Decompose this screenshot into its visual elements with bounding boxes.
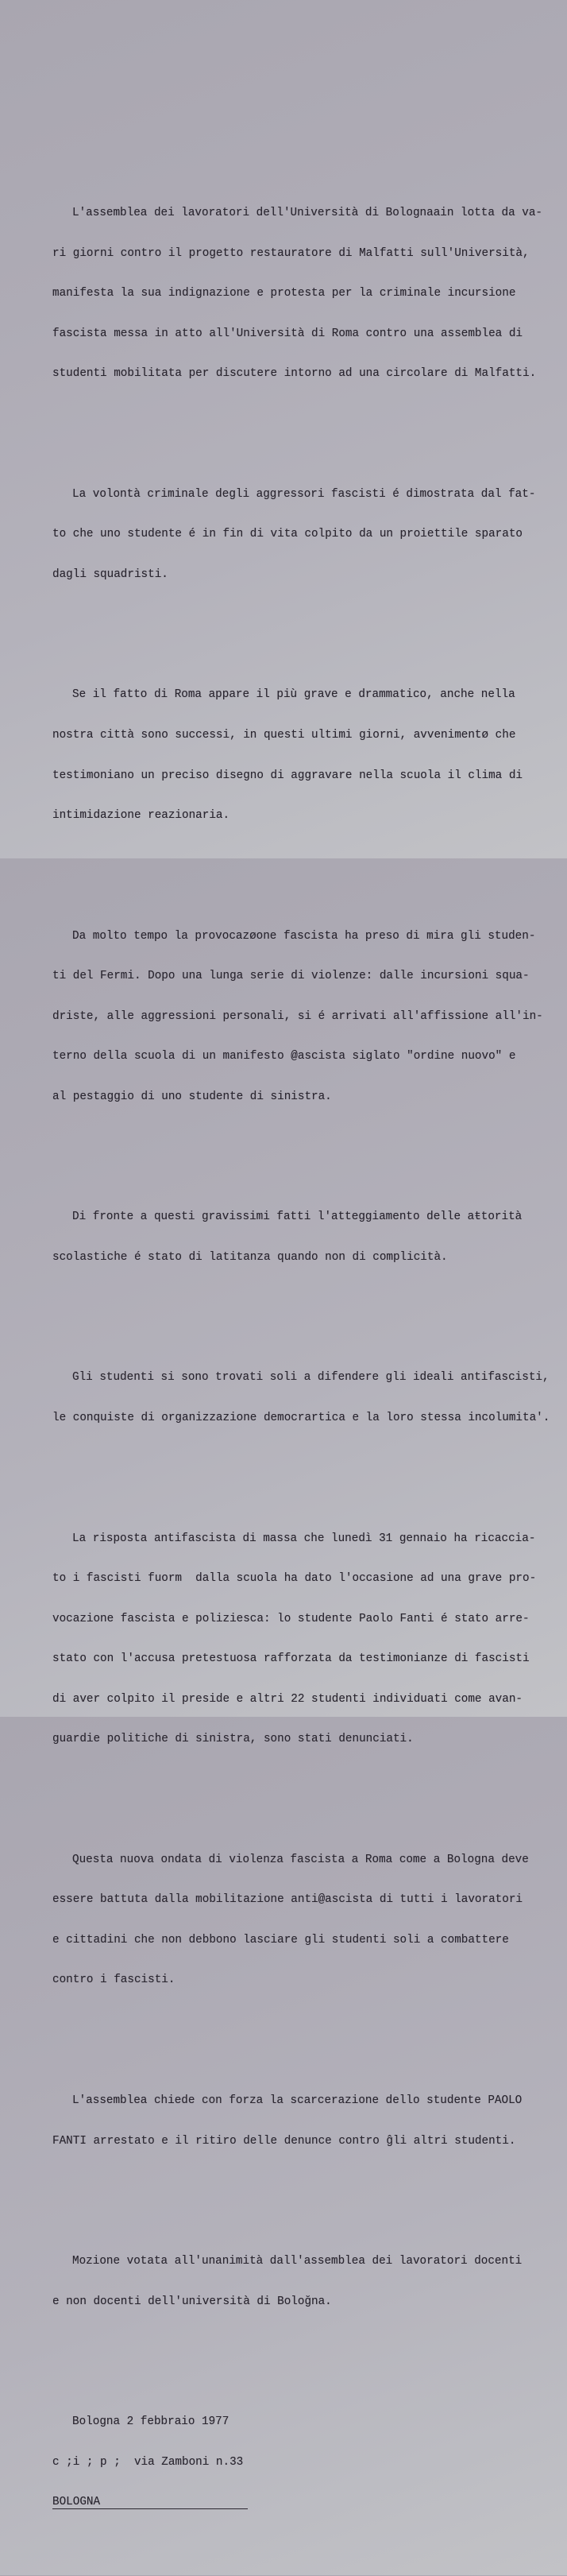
text-line: nostra città sono successi, in questi ultimi giorni, avvenimentø che [52,728,516,742]
text-line: L'assemblea dei lavoratori dell'Università di Bolognaain lotta da va- [72,207,542,220]
text-line: testimoniano un preciso disegno di aggravare nella scuola il clima di [52,769,523,782]
paragraph [52,1184,545,1292]
text-line: stato con l'accusa pretestuosa rafforzata da testimonianze di fascisti [52,1652,530,1666]
text-line: dagli squadristi. [52,567,168,581]
text-line: scolastiche é stato di latitanza quando non di complicità. [52,1250,448,1264]
text-line: e non docenti dell'università di Boloğna. [52,2295,332,2308]
text-line: Se il fatto di Roma appare il più grave e drammatico, anche nella [72,688,515,702]
text-line: di aver colpito il preside e altri 22 studenti individuati come avan- [52,1692,523,1706]
text-line: Gli studenti si sono trovati soli a difendere gli ideali antifascisti, [72,1371,550,1385]
paragraph [52,2228,545,2335]
text-line: essere battuta dalla mobilitazione anti@ascista di tutti i lavoratori [52,1893,523,1907]
paragraph [52,903,545,1130]
text-line: e cittadini che non debbono lasciare gli studenti soli a combattere [52,1933,509,1947]
text-line: to i fascisti fuorm dalla scuola ha dato l'occasione ad una grave pro- [52,1572,537,1586]
text-line: manifesta la sua indignazione e protesta per la criminale incursione [52,287,516,300]
text-line: intimidazione reazionaria. [52,809,230,823]
paragraph [52,1345,550,1452]
text-line: contro i fascisti. [52,1974,176,1987]
text-line: FANTI arrestato e il ritiro delle denunce contro ĝli altri studenti. [52,2134,516,2148]
city-line-wrapper [52,2496,545,2509]
closing-block [52,2389,545,2536]
paragraph [52,1505,545,1773]
text-line: terno della scuola di un manifesto @ascista siglato "ordine nuovo" e [52,1050,516,1063]
text-line: guardie politiche di sinistra, sono stati denunciati. [52,1733,414,1746]
text-line: fascista messa in atto all'Università di Roma contro una assemblea di [52,327,523,340]
text-line: vocazione fascista e poliziesca: lo studente Paolo Fanti é stato arre- [52,1612,530,1625]
paragraph [52,1826,545,2014]
address-line: c ;i ; p ; via Zamboni n.33 [52,2455,244,2469]
text-line: Mozione votata all'unanimità dall'assemblea dei lavoratori docenti [72,2255,523,2268]
text-line: ti del Fermi. Dopo una lunga serie di violenze: dalle incursioni squa- [52,970,530,983]
text-line: studenti mobilitata per discutere intorno ad una circolare di Malfatti. [52,367,537,381]
text-line: ri giorni contro il progetto restauratore di Malfatti sull'Università, [52,246,530,260]
text-line: driste, alle aggressioni personali, si é arrivati all'affissione all'in- [52,1009,543,1023]
paragraph [52,461,545,608]
text-line: Questa nuova ondata di violenza fascista a Roma come a Bologna deve [72,1853,529,1866]
text-line: La volontà criminale degli aggressori fascisti é dimostrata dal fat- [72,487,536,501]
paragraph [52,662,545,850]
document-body [52,126,550,2576]
text-line: La risposta antifascista di massa che lunedì 31 gennaio ha ricaccia- [72,1532,536,1545]
paragraph [52,2067,545,2175]
text-line: Di fronte a questi gravissimi fatti l'atteggiamento delle aŧtorità [72,1211,523,1224]
text-line: to che uno studente é in fin di vita colpito da un proiettile sparato [52,528,523,541]
text-line: L'assemblea chiede con forza la scarcerazione dello studente PAOLO [72,2094,523,2108]
text-line: al pestaggio di uno studente di sinistra. [52,1090,332,1103]
city-line: BOLOGNA [52,2497,248,2509]
text-line: Da molto tempo la provocazøone fascista ha preso di mira gli studen- [72,929,536,943]
paragraph [52,180,545,407]
text-line: le conquiste di organizzazione democrartica e la loro stessa incolumita'. [52,1412,550,1424]
date-line: Bologna 2 febbraio 1977 [72,2415,230,2429]
